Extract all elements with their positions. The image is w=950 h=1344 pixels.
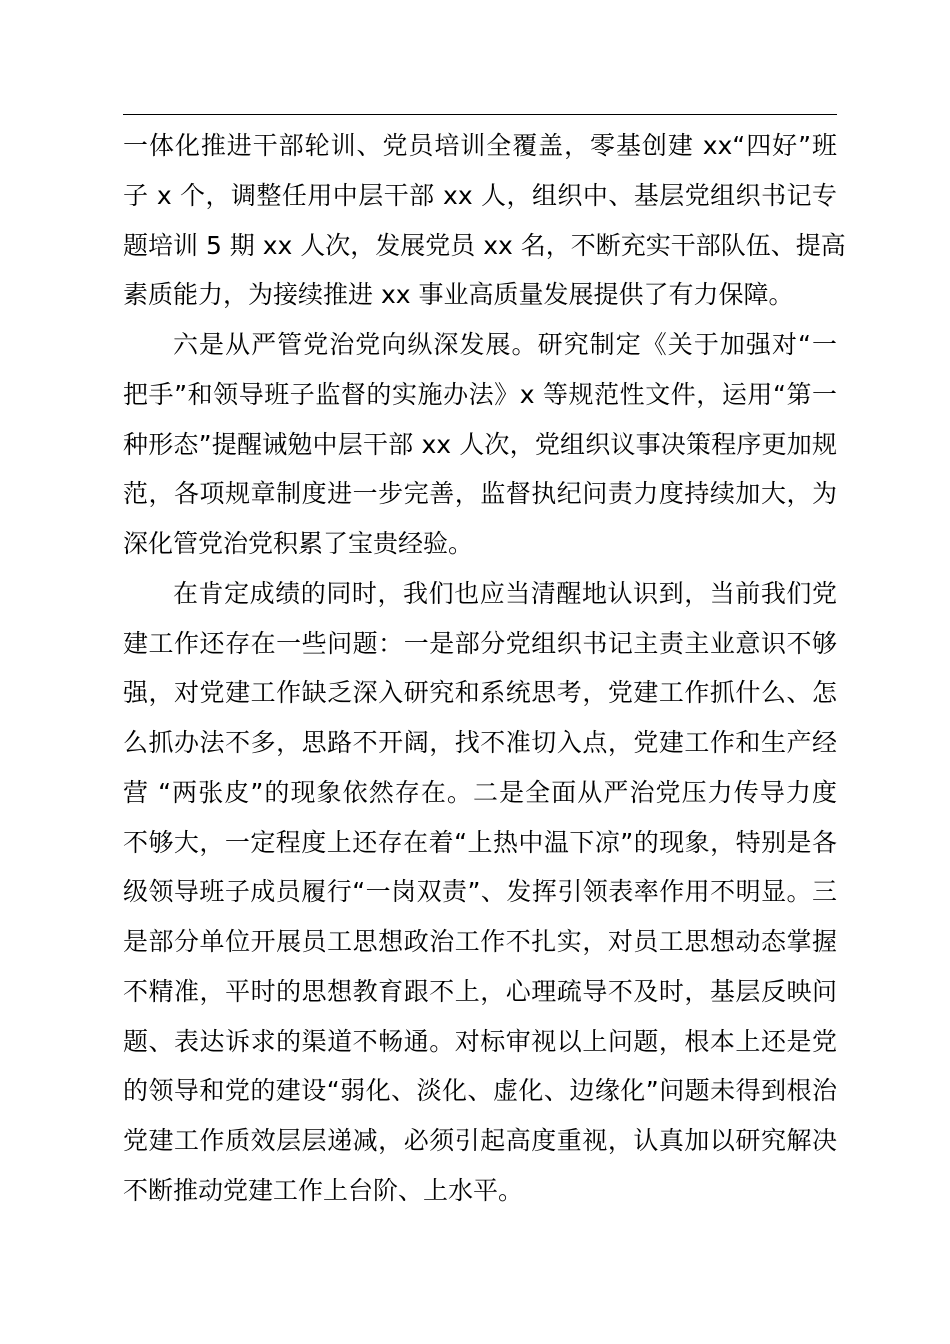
text-line: 在肯定成绩的同时，我们也应当清醒地认识到，当前我们党	[173, 578, 837, 608]
text-line: 级领导班子成员履行“一岗双责”、发挥引领表率作用不明显。三	[123, 877, 837, 907]
text-line: 的领导和党的建设“弱化、淡化、虚化、边缘化”问题未得到根治	[123, 1076, 837, 1106]
text-line: 题、表达诉求的渠道不畅通。对标审视以上问题，根本上还是党	[123, 1026, 837, 1056]
document-body	[123, 121, 846, 1216]
paragraph-problems	[123, 569, 837, 1216]
paragraph-six	[123, 320, 837, 569]
text-line: 么抓办法不多，思路不开阔，找不准切入点，党建工作和生产经	[123, 728, 837, 757]
text-line: 题培训 5 期 xx 人次，发展党员 xx 名，不断充实干部队伍、提高	[123, 230, 846, 260]
text-line: 建工作还存在一些问题：一是部分党组织书记主责主业意识不够	[123, 628, 837, 658]
text-line: 是部分单位开展员工思想政治工作不扎实，对员工思想动态掌握	[123, 927, 837, 956]
text-line: 种形态”提醒诫勉中层干部 xx 人次，党组织议事决策程序更加规	[123, 429, 837, 459]
text-line: 强，对党建工作缺乏深入研究和系统思考，党建工作抓什么、怎	[123, 678, 837, 708]
text-line: 一体化推进干部轮训、党员培训全覆盖，零基创建 xx“四好”班	[123, 131, 837, 160]
text-line: 党建工作质效层层递减，必须引起高度重视，认真加以研究解决	[123, 1126, 837, 1155]
text-line: 六是从严管党治党向纵深发展。研究制定《关于加强对“一	[173, 330, 837, 359]
text-line: 营 “两张皮”的现象依然存在。二是全面从严治党压力传导力度	[123, 777, 837, 807]
header-rule	[123, 114, 837, 115]
text-line: 深化管党治党积累了宝贵经验。	[123, 529, 474, 558]
text-line: 不精准，平时的思想教育跟不上，心理疏导不及时，基层反映问	[123, 976, 837, 1006]
text-line: 子 x 个，调整任用中层干部 xx 人，组织中、基层党组织书记专	[123, 180, 837, 210]
text-line: 素质能力，为接续推进 xx 事业高质量发展提供了有力保障。	[123, 280, 794, 310]
text-line: 不断推动党建工作上台阶、上水平。	[123, 1175, 524, 1205]
paragraph-continuation	[123, 121, 846, 320]
text-line: 把手”和领导班子监督的实施办法》x 等规范性文件，运用“第一	[123, 379, 837, 409]
text-line: 范，各项规章制度进一步完善，监督执纪问责力度持续加大，为	[123, 479, 837, 509]
text-line: 不够大，一定程度上还存在着“上热中温下凉”的现象，特别是各	[123, 827, 837, 857]
